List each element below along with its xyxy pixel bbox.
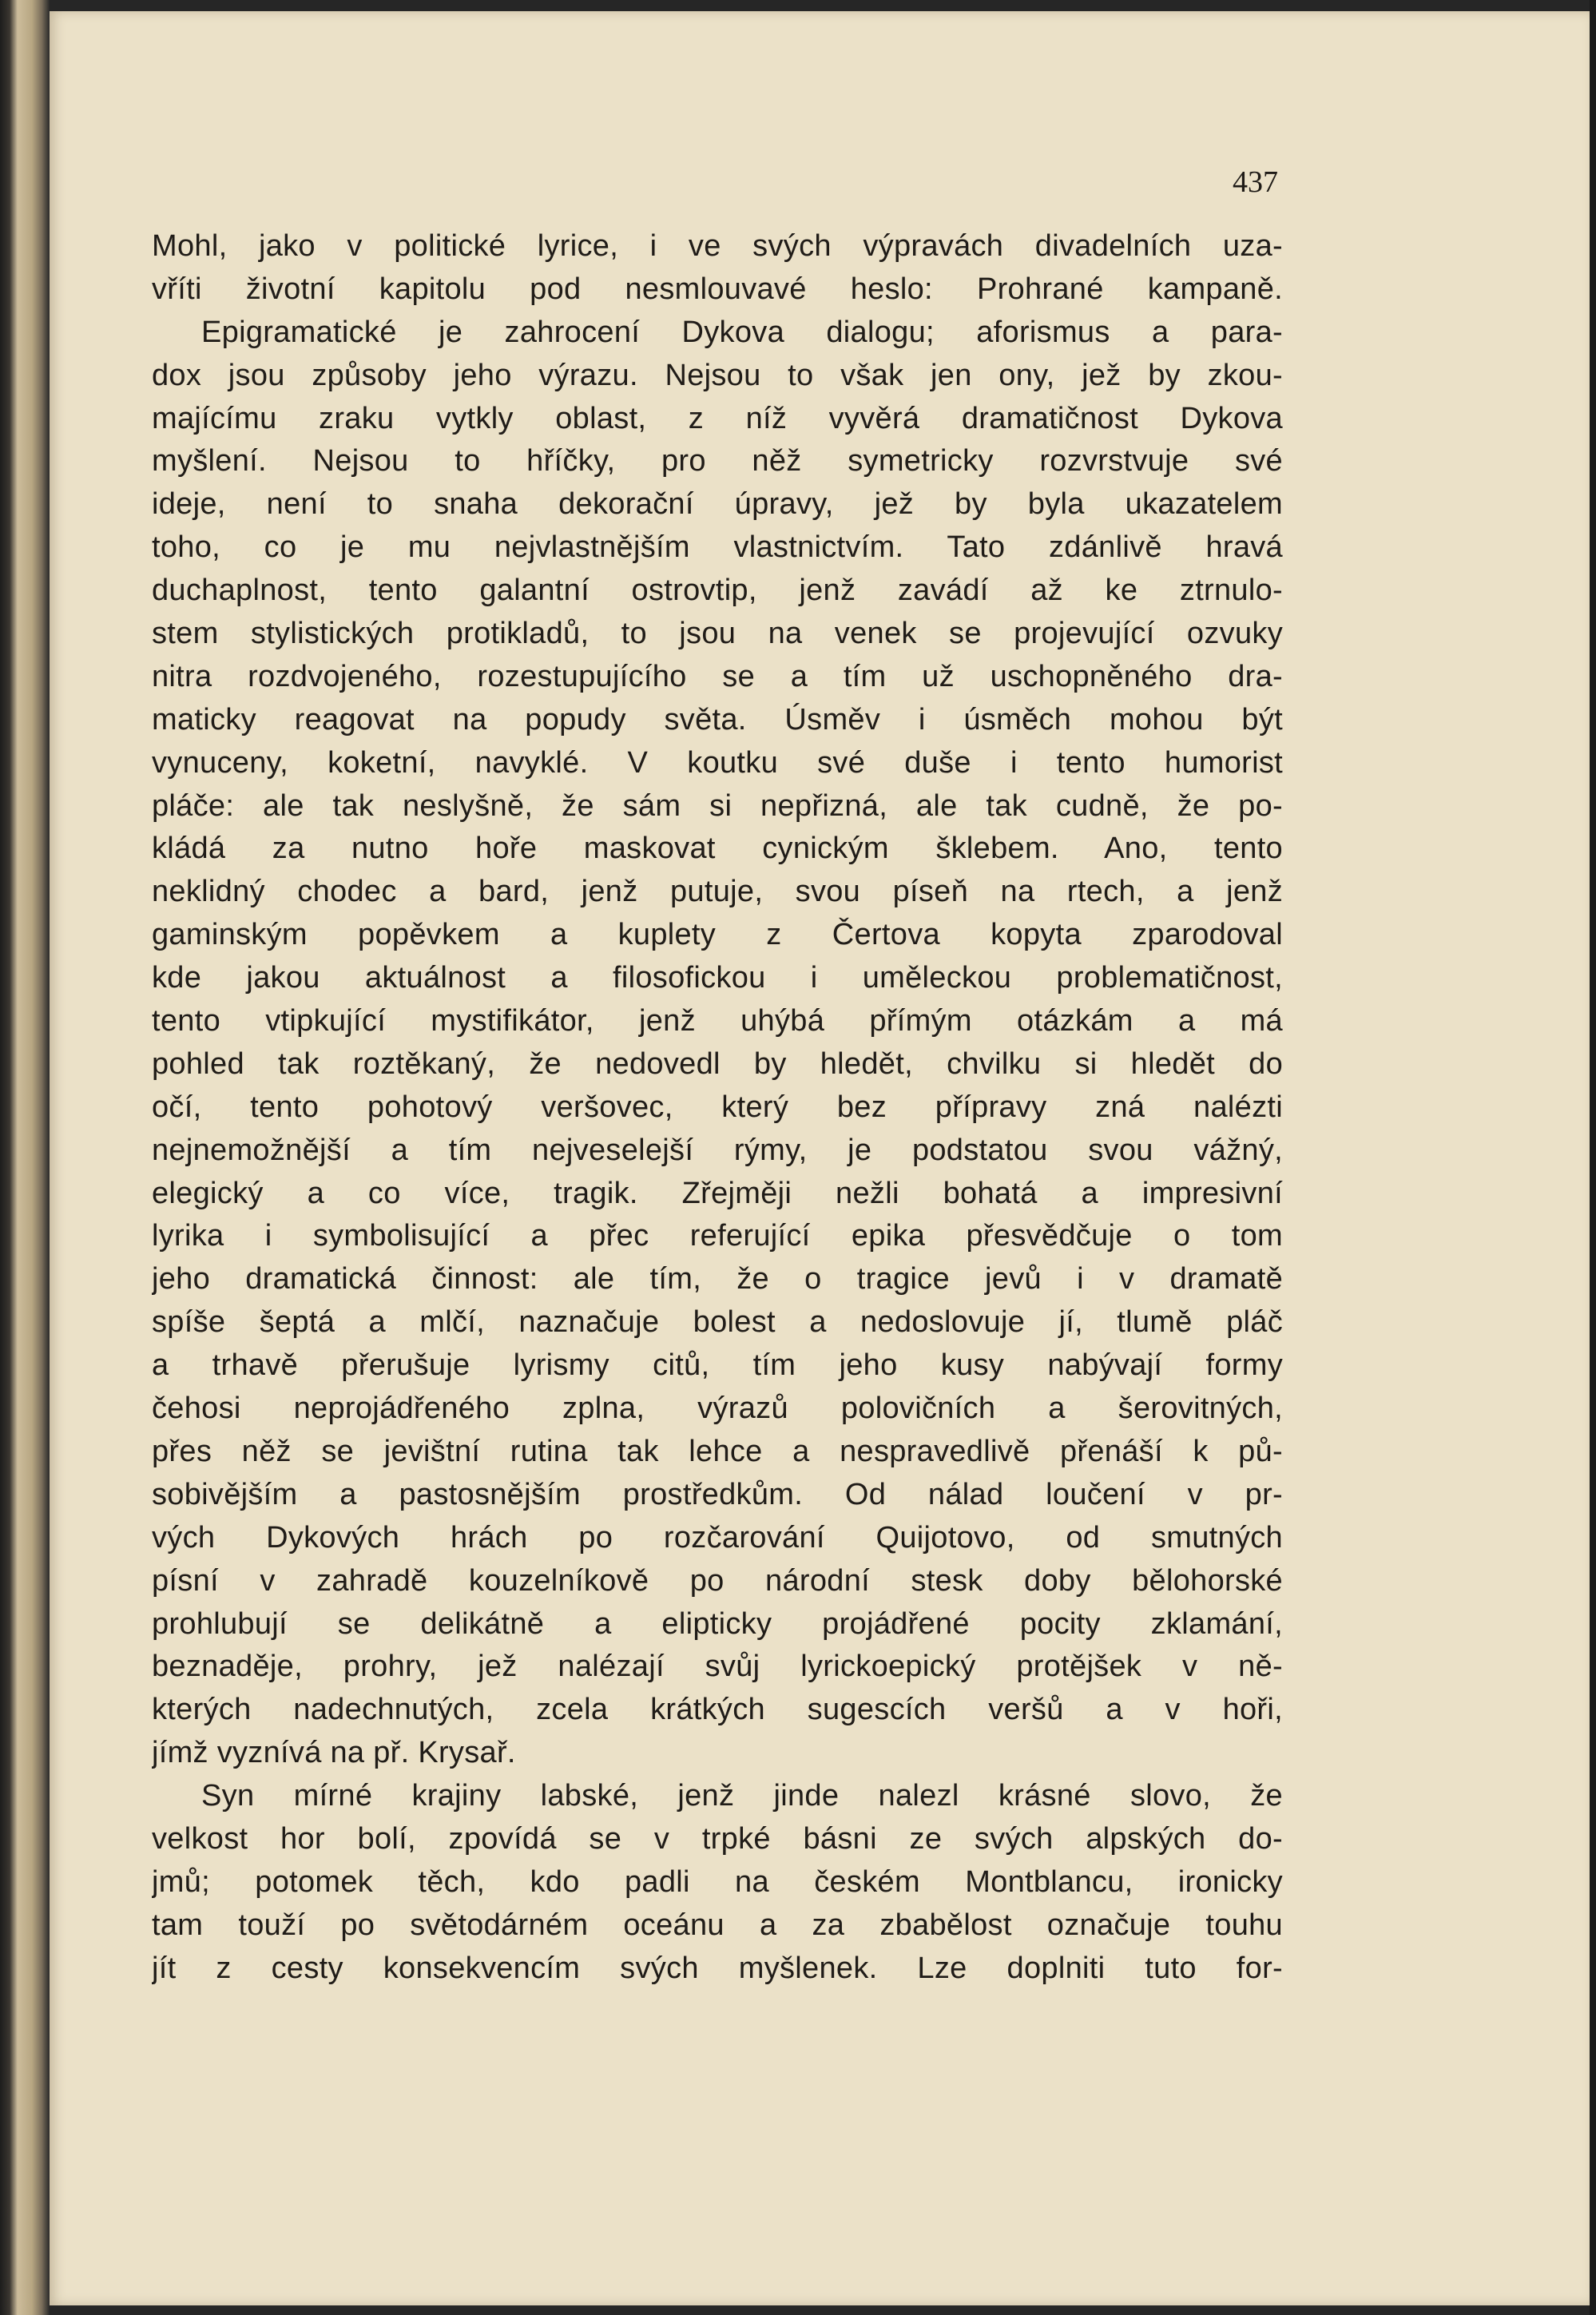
text-line: ideje, není to snaha dekorační úpravy, jež by byla ukazatelem — [152, 487, 1283, 522]
text-line: tam touží po světodárném oceánu a za zbabělost označuje touhu — [152, 1908, 1283, 1942]
text-line: lyrika i symbolisující a přec referující epika přesvědčuje o tom — [152, 1219, 1283, 1253]
text-line: toho, co je mu nejvlastnějším vlastnictvím. Tato zdánlivě hravá — [152, 530, 1283, 565]
text-line: velkost hor bolí, zpovídá se v trpké básni ze svých alpských do- — [152, 1821, 1283, 1856]
text-line: dox jsou způsoby jeho výrazu. Nejsou to však jen ony, jež by zkou- — [152, 358, 1283, 392]
text-line: kterých nadechnutých, zcela krátkých sugescích veršů a v hoři, — [152, 1693, 1283, 1727]
text-line: gaminským popěvkem a kuplety z Čertova kopyta zparodoval — [152, 918, 1283, 952]
text-line: Epigramatické je zahrocení Dykova dialogu; aforismus a para- — [201, 315, 1283, 349]
text-line: jít z cesty konsekvencím svých myšlenek. Lze doplniti tuto for- — [152, 1951, 1283, 1985]
text-line: nitra rozdvojeného, rozestupujícího se a tím už uschopněného dra- — [152, 659, 1283, 693]
text-line: písní v zahradě kouzelníkově po národní stesk doby bělohorské — [152, 1563, 1283, 1598]
text-line: jímž vyznívá na př. Krysař. — [152, 1736, 516, 1770]
text-line: kde jakou aktuálnost a filosofickou i uměleckou problematičnost, — [152, 961, 1283, 995]
text-line: myšlení. Nejsou to hříčky, pro něž symetricky rozvrstvuje své — [152, 444, 1283, 478]
text-line: elegický a co více, tragik. Zřejměji nežli bohatá a impresivní — [152, 1176, 1283, 1210]
text-line: vynuceny, koketní, navyklé. V koutku své duše i tento humorist — [152, 745, 1283, 780]
text-line: vříti životní kapitolu pod nesmlouvavé heslo: Prohrané kampaně. — [152, 272, 1283, 306]
text-line: neklidný chodec a bard, jenž putuje, svou píseň na rtech, a jenž — [152, 875, 1283, 909]
text-line: očí, tento pohotový veršovec, který bez přípravy zná nalézti — [152, 1090, 1283, 1124]
body-text — [152, 225, 1283, 1991]
text-line: majícímu zraku vytkly oblast, z níž vyvěrá dramatičnost Dykova — [152, 401, 1283, 435]
text-line: a trhavě přerušuje lyrismy citů, tím jeho kusy nabývají formy — [152, 1348, 1283, 1383]
text-line: jeho dramatická činnost: ale tím, že o tragice jevů i v dramatě — [152, 1262, 1283, 1296]
text-line: jmů; potomek těch, kdo padli na českém Montblancu, ironicky — [152, 1864, 1283, 1899]
page-number: 437 — [1233, 165, 1278, 199]
book-spine-gutter — [0, 0, 50, 2315]
text-line: spíše šeptá a mlčí, naznačuje bolest a nedoslovuje jí, tlumě pláč — [152, 1305, 1283, 1340]
text-line: stem stylistických protikladů, to jsou na venek se projevující ozvuky — [152, 617, 1283, 651]
text-line: prohlubují se delikátně a elipticky projádřené pocity zklamání, — [152, 1606, 1283, 1641]
text-line: maticky reagovat na popudy světa. Úsměv i úsměch mohou být — [152, 702, 1283, 737]
text-line: přes něž se jevištní rutina tak lehce a nespravedlivě přenáší k pů- — [152, 1434, 1283, 1468]
text-line: pohled tak roztěkaný, že nedovedl by hledět, chvilku si hledět do — [152, 1046, 1283, 1081]
text-line: beznaděje, prohry, jež nalézají svůj lyrickoepický protějšek v ně- — [152, 1650, 1283, 1684]
scan-border — [1590, 0, 1596, 2315]
text-line: nejnemožnější a tím nejveselejší rýmy, je podstatou svou vážný, — [152, 1133, 1283, 1167]
text-line: tento vtipkující mystifikátor, jenž uhýbá přímým otázkám a má — [152, 1004, 1283, 1038]
text-line: Mohl, jako v politické lyrice, i ve svých výpravách divadelních uza- — [152, 229, 1283, 263]
text-line: Syn mírné krajiny labské, jenž jinde nalezl krásné slovo, že — [201, 1779, 1283, 1813]
text-line: kládá za nutno hoře maskovat cynickým šklebem. Ano, tento — [152, 832, 1283, 866]
text-line: vých Dykových hrách po rozčarování Quijotovo, od smutných — [152, 1520, 1283, 1555]
text-line: čehosi neprojádřeného zplna, výrazů polovičních a šerovitných, — [152, 1392, 1283, 1426]
text-line: duchaplnost, tento galantní ostrovtip, jenž zavádí až ke ztrnulo- — [152, 574, 1283, 608]
text-line: pláče: ale tak neslyšně, že sám si nepřizná, ale tak cudně, že po- — [152, 788, 1283, 823]
text-line: sobivějším a pastosnějším prostředkům. Od nálad loučení v pr- — [152, 1477, 1283, 1511]
